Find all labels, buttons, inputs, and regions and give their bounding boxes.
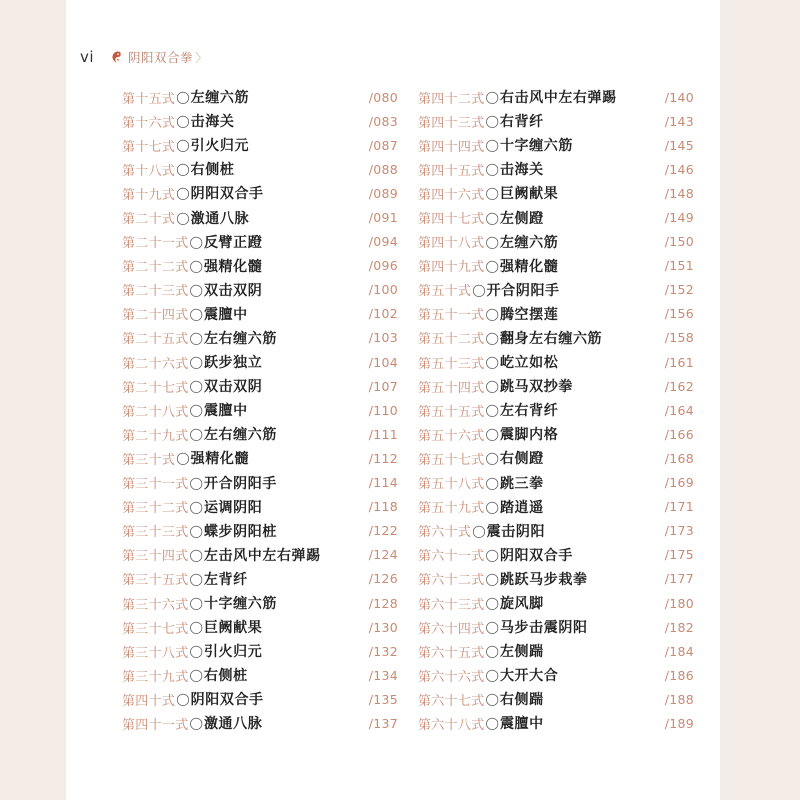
- toc-entry-label: 第十六式: [122, 115, 176, 131]
- title-bracket: 〉: [195, 50, 208, 65]
- circle-separator-icon: ◯: [485, 355, 499, 370]
- toc-entry-label: 第五十二式: [418, 332, 485, 348]
- toc-entry[interactable]: [418, 446, 694, 470]
- book-title: 阴阳双合拳: [128, 50, 194, 65]
- toc-entry[interactable]: [122, 519, 398, 543]
- circle-separator-icon: ◯: [189, 644, 203, 659]
- toc-entry[interactable]: [122, 181, 398, 205]
- toc-entry-label: 第四十式: [122, 693, 176, 709]
- toc-entry[interactable]: [122, 663, 398, 687]
- toc-entry-label: 第五十六式: [418, 428, 485, 444]
- toc-entry-label: 第五十式: [418, 284, 472, 300]
- toc-entry-title: 引火归元: [190, 138, 250, 155]
- circle-separator-icon: ◯: [176, 692, 190, 707]
- toc-entry-page: /118: [368, 499, 398, 515]
- toc-entry[interactable]: [122, 398, 398, 422]
- circle-separator-icon: ◯: [189, 547, 203, 562]
- toc-entry-title: 双击双阴: [203, 282, 263, 299]
- circle-separator-icon: ◯: [176, 210, 190, 225]
- toc-entry-page: /145: [664, 137, 694, 153]
- toc-entry-label: 第二十八式: [122, 404, 189, 420]
- toc-entry-label: 第二十式: [122, 212, 176, 228]
- circle-separator-icon: ◯: [189, 620, 203, 635]
- circle-separator-icon: ◯: [189, 716, 203, 731]
- toc-entry[interactable]: [418, 181, 694, 205]
- toc-entry[interactable]: [418, 495, 694, 519]
- toc-entry-page: /110: [368, 402, 398, 418]
- circle-separator-icon: ◯: [485, 234, 499, 249]
- circle-separator-icon: ◯: [485, 644, 499, 659]
- circle-separator-icon: ◯: [189, 306, 203, 321]
- toc-entry-label: 第五十九式: [418, 501, 485, 517]
- toc-entry[interactable]: [418, 157, 694, 181]
- toc-entry-page: /091: [368, 210, 398, 226]
- toc-entry[interactable]: [122, 133, 398, 157]
- toc-entry[interactable]: [418, 422, 694, 446]
- toc-entry-label: 第四十四式: [418, 139, 485, 155]
- toc-entry-page: /094: [368, 234, 398, 250]
- toc-entry-title: 左缠六筋: [499, 234, 559, 251]
- toc-entry-title: 旋风脚: [499, 596, 544, 613]
- toc-entry-title: 震脚内格: [499, 427, 559, 444]
- toc-entry-label: 第二十六式: [122, 356, 189, 372]
- toc-entry-page: /130: [368, 619, 398, 635]
- toc-entry[interactable]: [418, 711, 694, 735]
- circle-separator-icon: ◯: [485, 114, 499, 129]
- toc-entry-label: 第二十七式: [122, 380, 189, 396]
- circle-separator-icon: ◯: [189, 330, 203, 345]
- toc-entry-title: 跳三拳: [499, 475, 544, 492]
- toc-entry[interactable]: [122, 302, 398, 326]
- toc-entry-label: 第三十八式: [122, 645, 189, 661]
- toc-entry[interactable]: [418, 567, 694, 591]
- toc-entry-page: /137: [368, 715, 398, 731]
- toc-entry-label: 第四十二式: [418, 91, 485, 107]
- toc-entry[interactable]: [122, 374, 398, 398]
- toc-entry-title: 右侧桩: [203, 668, 248, 685]
- toc-entry-title: 右背纤: [499, 114, 544, 131]
- toc-entry-title: 运调阴阳: [203, 499, 263, 516]
- toc-entry-page: /177: [664, 571, 694, 587]
- toc-entry[interactable]: [418, 615, 694, 639]
- circle-separator-icon: ◯: [176, 138, 190, 153]
- circle-separator-icon: ◯: [485, 571, 499, 586]
- toc-entry-title: 左背纤: [203, 571, 248, 588]
- toc-entry-title: 引火归元: [203, 644, 263, 661]
- toc-entry-title: 右侧桩: [190, 162, 235, 179]
- toc-entry-label: 第六十六式: [418, 669, 485, 685]
- toc-entry-page: /103: [368, 330, 398, 346]
- toc-entry-label: 第三十二式: [122, 501, 189, 517]
- toc-entry[interactable]: [418, 639, 694, 663]
- toc-entry-page: /124: [368, 547, 398, 563]
- toc-entry-page: /089: [368, 185, 398, 201]
- circle-separator-icon: ◯: [189, 571, 203, 586]
- toc-entry-page: /182: [664, 619, 694, 635]
- toc-entry[interactable]: [418, 133, 694, 157]
- toc-entry[interactable]: [122, 446, 398, 470]
- toc-entry-title: 左侧踹: [499, 644, 544, 661]
- toc-entry-page: /146: [664, 161, 694, 177]
- toc-entry[interactable]: [418, 254, 694, 278]
- toc-entry-page: /169: [664, 475, 694, 491]
- toc-entry-page: /128: [368, 595, 398, 611]
- toc-entry-label: 第四十一式: [122, 717, 189, 733]
- page-number: vi: [80, 48, 95, 66]
- toc-entry-label: 第四十三式: [418, 115, 485, 131]
- toc-entry[interactable]: [122, 85, 398, 109]
- toc-entry-title: 强精化髓: [190, 451, 250, 468]
- circle-separator-icon: ◯: [485, 596, 499, 611]
- toc-entry-page: /186: [664, 667, 694, 683]
- circle-separator-icon: ◯: [485, 186, 499, 201]
- toc-entry-title: 阴阳双合手: [499, 547, 573, 564]
- circle-separator-icon: ◯: [485, 547, 499, 562]
- toc-entry[interactable]: [122, 495, 398, 519]
- toc-entry-page: /143: [664, 113, 694, 129]
- toc-entry-label: 第五十四式: [418, 380, 485, 396]
- circle-separator-icon: ◯: [189, 403, 203, 418]
- circle-separator-icon: ◯: [189, 523, 203, 538]
- circle-separator-icon: ◯: [176, 451, 190, 466]
- toc-entry-title: 踏逍遥: [499, 499, 544, 516]
- toc-entry-title: 大开大合: [499, 668, 559, 685]
- toc-entry-label: 第二十四式: [122, 308, 189, 324]
- toc-entry-page: /168: [664, 450, 694, 466]
- toc-entry-title: 激通八脉: [203, 716, 263, 733]
- toc-entry-page: /171: [664, 499, 694, 515]
- circle-separator-icon: ◯: [485, 162, 499, 177]
- toc-entry[interactable]: [418, 591, 694, 615]
- circle-separator-icon: ◯: [485, 403, 499, 418]
- yin-yang-emblem-icon: [112, 51, 124, 63]
- toc-entry-page: /102: [368, 306, 398, 322]
- circle-separator-icon: ◯: [485, 692, 499, 707]
- toc-entry-label: 第二十二式: [122, 260, 189, 276]
- toc-entry-label: 第三十一式: [122, 477, 189, 493]
- toc-entry-title: 强精化髓: [203, 258, 263, 275]
- toc-entry-page: /104: [368, 354, 398, 370]
- toc-entry-page: /134: [368, 667, 398, 683]
- toc-entry[interactable]: [122, 157, 398, 181]
- toc-entry[interactable]: [418, 278, 694, 302]
- toc-entry-label: 第四十六式: [418, 187, 485, 203]
- toc-entry[interactable]: [418, 85, 694, 109]
- circle-separator-icon: ◯: [485, 499, 499, 514]
- toc-entry[interactable]: [122, 326, 398, 350]
- toc-entry-title: 腾空摆莲: [499, 306, 559, 323]
- toc-entry-page: /140: [664, 89, 694, 105]
- toc-entry-page: /175: [664, 547, 694, 563]
- circle-separator-icon: ◯: [189, 475, 203, 490]
- circle-separator-icon: ◯: [176, 186, 190, 201]
- toc-entry-page: /184: [664, 643, 694, 659]
- toc-entry-label: 第五十七式: [418, 452, 485, 468]
- toc-entry-label: 第六十五式: [418, 645, 485, 661]
- toc-entry-label: 第三十三式: [122, 525, 189, 541]
- toc-entry-title: 巨阙献果: [499, 186, 559, 203]
- toc-entry[interactable]: [122, 543, 398, 567]
- toc-entry-title: 蝶步阴阳桩: [203, 523, 277, 540]
- toc-entry-title: 强精化髓: [499, 258, 559, 275]
- toc-entry-page: /152: [664, 282, 694, 298]
- toc-entry-page: /100: [368, 282, 398, 298]
- toc-entry-label: 第五十三式: [418, 356, 485, 372]
- toc-entry[interactable]: [122, 278, 398, 302]
- circle-separator-icon: ◯: [485, 620, 499, 635]
- toc-entry-title: 跳马双抄拳: [499, 379, 573, 396]
- circle-separator-icon: ◯: [472, 282, 486, 297]
- toc-entry-page: /122: [368, 523, 398, 539]
- toc-entry[interactable]: [418, 519, 694, 543]
- toc-entry-title: 跃步独立: [203, 355, 263, 372]
- toc-entry-title: 击海关: [190, 114, 235, 131]
- toc-entry[interactable]: [418, 663, 694, 687]
- toc-entry-label: 第六十二式: [418, 573, 485, 589]
- toc-entry[interactable]: [418, 326, 694, 350]
- toc-entry-label: 第四十五式: [418, 163, 485, 179]
- circle-separator-icon: ◯: [485, 138, 499, 153]
- circle-separator-icon: ◯: [189, 668, 203, 683]
- toc-entry-page: /161: [664, 354, 694, 370]
- toc-entry-page: /149: [664, 210, 694, 226]
- toc-entry-title: 震膻中: [203, 306, 248, 323]
- toc-entry-title: 击海关: [499, 162, 544, 179]
- toc-entry-label: 第二十五式: [122, 332, 189, 348]
- circle-separator-icon: ◯: [485, 306, 499, 321]
- toc-entry-page: /156: [664, 306, 694, 322]
- toc-entry-label: 第二十九式: [122, 428, 189, 444]
- toc-entry-page: /173: [664, 523, 694, 539]
- toc-entry-title: 左侧蹬: [499, 210, 544, 227]
- toc-entry-label: 第六十四式: [418, 621, 485, 637]
- toc-entry-page: /088: [368, 161, 398, 177]
- toc-entry[interactable]: [122, 687, 398, 711]
- circle-separator-icon: ◯: [189, 427, 203, 442]
- toc-entry-label: 第十五式: [122, 91, 176, 107]
- toc-entry[interactable]: [122, 230, 398, 254]
- toc-entry-page: /135: [368, 691, 398, 707]
- toc-entry-label: 第四十九式: [418, 260, 485, 276]
- toc-entry-label: 第三十七式: [122, 621, 189, 637]
- toc-entry-title: 左击风中左右弹踢: [203, 547, 321, 564]
- circle-separator-icon: ◯: [189, 282, 203, 297]
- toc-entry-page: /132: [368, 643, 398, 659]
- toc-entry-page: /150: [664, 234, 694, 250]
- toc-entry[interactable]: [122, 350, 398, 374]
- toc-entry-title: 十字缠六筋: [203, 596, 277, 613]
- circle-separator-icon: ◯: [485, 668, 499, 683]
- toc-entry-label: 第五十一式: [418, 308, 485, 324]
- toc-entry[interactable]: [418, 543, 694, 567]
- circle-separator-icon: ◯: [189, 234, 203, 249]
- toc-entry[interactable]: [122, 205, 398, 229]
- running-header: [80, 44, 207, 70]
- toc-entry-title: 跳跃马步栽拳: [499, 571, 588, 588]
- circle-separator-icon: ◯: [485, 90, 499, 105]
- toc-entry-page: /180: [664, 595, 694, 611]
- toc-entry[interactable]: [418, 687, 694, 711]
- toc-entry-page: /111: [368, 426, 398, 442]
- toc-entry-label: 第六十七式: [418, 693, 485, 709]
- toc-entry-page: /164: [664, 402, 694, 418]
- toc-entry[interactable]: [418, 205, 694, 229]
- toc-entry[interactable]: [122, 471, 398, 495]
- toc-entry-page: /188: [664, 691, 694, 707]
- circle-separator-icon: ◯: [485, 427, 499, 442]
- toc-entry-title: 右击风中左右弹踢: [499, 90, 617, 107]
- toc-entry[interactable]: [418, 109, 694, 133]
- toc-entry-title: 双击双阴: [203, 379, 263, 396]
- toc-entry-label: 第十七式: [122, 139, 176, 155]
- toc-entry-title: 反臂正蹬: [203, 234, 263, 251]
- toc-entry-label: 第三十五式: [122, 573, 189, 589]
- toc-entry[interactable]: [418, 230, 694, 254]
- toc-entry-label: 第五十八式: [418, 477, 485, 493]
- toc-entry-title: 屹立如松: [499, 355, 559, 372]
- toc-entry-title: 左右缠六筋: [203, 427, 277, 444]
- toc-entry-label: 第十八式: [122, 163, 176, 179]
- toc-entry-title: 十字缠六筋: [499, 138, 573, 155]
- toc-entry-title: 震膻中: [203, 403, 248, 420]
- toc-entry-page: /151: [664, 258, 694, 274]
- toc-entry-title: 翻身左右缠六筋: [499, 330, 603, 347]
- toc-entry-title: 左右缠六筋: [203, 330, 277, 347]
- toc-entry-page: /096: [368, 258, 398, 274]
- circle-separator-icon: ◯: [189, 379, 203, 394]
- toc-entry[interactable]: [122, 109, 398, 133]
- toc-entry[interactable]: [418, 350, 694, 374]
- circle-separator-icon: ◯: [485, 716, 499, 731]
- toc-entry-page: /112: [368, 450, 398, 466]
- toc-entry-page: /087: [368, 137, 398, 153]
- circle-separator-icon: ◯: [189, 596, 203, 611]
- toc-entry[interactable]: [122, 422, 398, 446]
- toc-entry-page: /162: [664, 378, 694, 394]
- toc-entry-page: /158: [664, 330, 694, 346]
- circle-separator-icon: ◯: [485, 258, 499, 273]
- circle-separator-icon: ◯: [176, 90, 190, 105]
- toc-entry[interactable]: [122, 639, 398, 663]
- toc-column-right: [418, 85, 694, 736]
- toc-entry-title: 震膻中: [499, 716, 544, 733]
- toc-entry-page: /189: [664, 715, 694, 731]
- toc-entry-title: 右侧踹: [499, 692, 544, 709]
- toc-entry-title: 开合阴阳手: [486, 282, 560, 299]
- toc-entry-page: /166: [664, 426, 694, 442]
- toc-entry-page: /107: [368, 378, 398, 394]
- toc-entry-label: 第四十七式: [418, 212, 485, 228]
- toc-entry-title: 激通八脉: [190, 210, 250, 227]
- toc-entry-label: 第三十式: [122, 452, 176, 468]
- toc-entry-label: 第六十八式: [418, 717, 485, 733]
- toc-entry-label: 第十九式: [122, 187, 176, 203]
- toc-entry-page: /080: [368, 89, 398, 105]
- circle-separator-icon: ◯: [472, 523, 486, 538]
- toc-entry-title: 开合阴阳手: [203, 475, 277, 492]
- toc-entry-label: 第三十六式: [122, 597, 189, 613]
- toc-entry-label: 第六十一式: [418, 549, 485, 565]
- circle-separator-icon: ◯: [485, 210, 499, 225]
- circle-separator-icon: ◯: [485, 451, 499, 466]
- toc-entry-title: 阴阳双合手: [190, 692, 264, 709]
- toc-entry-page: /114: [368, 475, 398, 491]
- toc-entry[interactable]: [122, 711, 398, 735]
- toc-entry-page: /126: [368, 571, 398, 587]
- circle-separator-icon: ◯: [485, 475, 499, 490]
- toc-entry-label: 第六十式: [418, 525, 472, 541]
- circle-separator-icon: ◯: [485, 379, 499, 394]
- toc-entry-label: 第三十九式: [122, 669, 189, 685]
- toc-entry-title: 巨阙献果: [203, 620, 263, 637]
- toc-entry-label: 第二十一式: [122, 236, 189, 252]
- toc-entry-label: 第二十三式: [122, 284, 189, 300]
- toc-entry-title: 马步击震阴阳: [499, 620, 588, 637]
- circle-separator-icon: ◯: [189, 499, 203, 514]
- circle-separator-icon: ◯: [189, 355, 203, 370]
- toc-entry-label: 第三十四式: [122, 549, 189, 565]
- toc-entry-title: 左右背纤: [499, 403, 559, 420]
- toc-entry[interactable]: [122, 567, 398, 591]
- toc-entry[interactable]: [418, 398, 694, 422]
- circle-separator-icon: ◯: [189, 258, 203, 273]
- circle-separator-icon: ◯: [176, 114, 190, 129]
- toc-entry-page: /083: [368, 113, 398, 129]
- toc-entry-page: /148: [664, 185, 694, 201]
- toc-entry-title: 右侧蹬: [499, 451, 544, 468]
- toc-entry[interactable]: [122, 254, 398, 278]
- toc-entry-label: 第五十五式: [418, 404, 485, 420]
- toc-entry[interactable]: [418, 302, 694, 326]
- toc-entry[interactable]: [122, 615, 398, 639]
- toc-entry[interactable]: [122, 591, 398, 615]
- toc-entry-title: 阴阳双合手: [190, 186, 264, 203]
- toc-entry-label: 第六十三式: [418, 597, 485, 613]
- toc-column-left: [122, 85, 398, 736]
- circle-separator-icon: ◯: [485, 330, 499, 345]
- toc-entry[interactable]: [418, 374, 694, 398]
- circle-separator-icon: ◯: [176, 162, 190, 177]
- toc-entry-title: 左缠六筋: [190, 90, 250, 107]
- toc-entry-title: 震击阴阳: [486, 523, 546, 540]
- toc-entry-label: 第四十八式: [418, 236, 485, 252]
- toc-entry[interactable]: [418, 471, 694, 495]
